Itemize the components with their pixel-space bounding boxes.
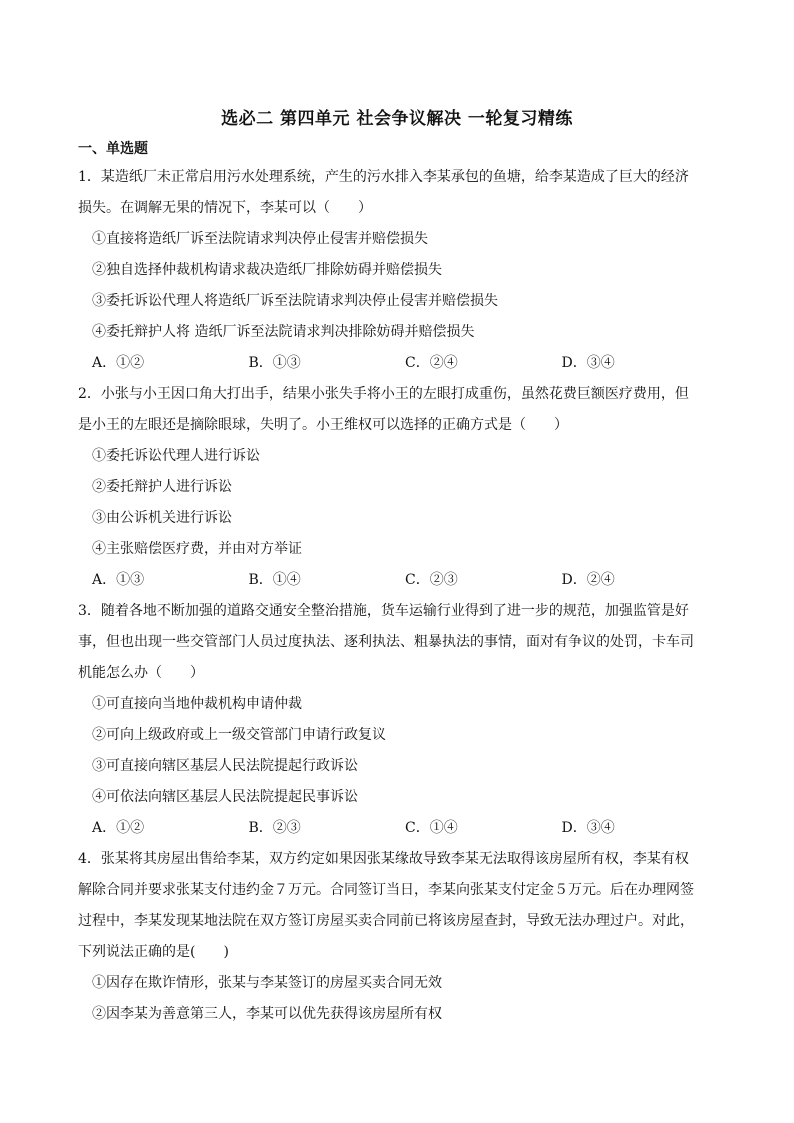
statement-option: ②可向上级政府或上一级交管部门申请行政复议 [92, 727, 386, 743]
answer-choices [78, 813, 718, 844]
question-3 [78, 596, 718, 844]
question-stem-line: 损失。在调解无果的情况下，李某可以（ ） [78, 200, 372, 216]
answer-choice: C．②④ [405, 355, 458, 371]
answer-choice: B．①④ [248, 572, 301, 588]
answer-choice: D．②④ [561, 572, 615, 588]
answer-choice: B．①③ [248, 355, 301, 371]
answer-choice: A．①② [92, 820, 145, 836]
question-stem-line: 过程中，李某发现某地法院在双方签订房屋买卖合同前已将该房屋查封，导致无法办理过户。对此， [78, 913, 694, 929]
answer-choice: C．①④ [405, 820, 458, 836]
question-stem-line: 是小王的左眼还是摘除眼球，失明了。小王维权可以选择的正确方式是（ ） [78, 417, 568, 433]
question-stem-line: 机能怎么办（ ） [78, 665, 204, 681]
statement-option: ④委托辩护人将 造纸厂诉至法院请求判决排除妨碍并赔偿损失 [92, 324, 475, 340]
statement-option: ①直接将造纸厂诉至法院请求判决停止侵害并赔偿损失 [92, 231, 428, 247]
statement-option: ③委托诉讼代理人将造纸厂诉至法院请求判决停止侵害并赔偿损失 [92, 293, 498, 309]
page-title: 选必二 第四单元 社会争议解决 一轮复习精练 [221, 109, 573, 129]
section-heading: 一、单选题 [78, 141, 148, 157]
answer-choice: B．②③ [248, 820, 301, 836]
statement-option: ②独自选择仲裁机构请求裁决造纸厂排除妨碍并赔偿损失 [92, 262, 442, 278]
answer-choice: C．②③ [405, 572, 458, 588]
question-stem-line: 2．小张与小王因口角大打出手，结果小张失手将小王的左眼打成重伤，虽然花费巨额医疗费用，但 [78, 386, 689, 402]
statement-option: ④可依法向辖区基层人民法院提起民事诉讼 [92, 789, 358, 805]
question-list [78, 162, 718, 1030]
statement-option: ④主张赔偿医疗费，并由对方举证 [92, 541, 302, 557]
question-1 [78, 162, 718, 379]
question-stem-line: 下列说法正确的是( ) [78, 944, 229, 960]
answer-choices [78, 348, 718, 379]
statement-option: ①委托诉讼代理人进行诉讼 [92, 448, 260, 464]
answer-choice: A．①② [92, 355, 145, 371]
answer-choice: A．①③ [92, 572, 145, 588]
statement-option: ①因存在欺诈情形，张某与李某签订的房屋买卖合同无效 [92, 975, 442, 991]
question-stem-line: 解除合同并要求张某支付违约金７万元。合同签订当日，李某向张某支付定金５万元。后在办理网签 [78, 882, 694, 898]
answer-choices [78, 565, 718, 596]
statement-option: ③由公诉机关进行诉讼 [92, 510, 232, 526]
question-4 [78, 844, 718, 1030]
answer-choice: D．③④ [561, 355, 615, 371]
question-2 [78, 379, 718, 596]
statement-option: ①可直接向当地仲裁机构申请仲裁 [92, 696, 302, 712]
statement-option: ③可直接向辖区基层人民法院提起行政诉讼 [92, 758, 358, 774]
answer-choice: D．③④ [561, 820, 615, 836]
statement-option: ②因李某为善意第三人，李某可以优先获得该房屋所有权 [92, 1006, 442, 1022]
question-stem-line: 1．某造纸厂未正常启用污水处理系统，产生的污水排入李某承包的鱼塘，给李某造成了巨大的经济 [78, 169, 689, 185]
question-stem-line: 事，但也出现一些交管部门人员过度执法、逐利执法、粗暴执法的事情，面对有争议的处罚，卡车司 [78, 634, 694, 650]
statement-option: ②委托辩护人进行诉讼 [92, 479, 232, 495]
question-stem-line: 4．张某将其房屋出售给李某，双方约定如果因张某缘故导致李某无法取得该房屋所有权，李某有权 [78, 851, 689, 867]
question-stem-line: 3．随着各地不断加强的道路交通安全整治措施，货车运输行业得到了进一步的规范，加强监管是好 [78, 603, 689, 619]
